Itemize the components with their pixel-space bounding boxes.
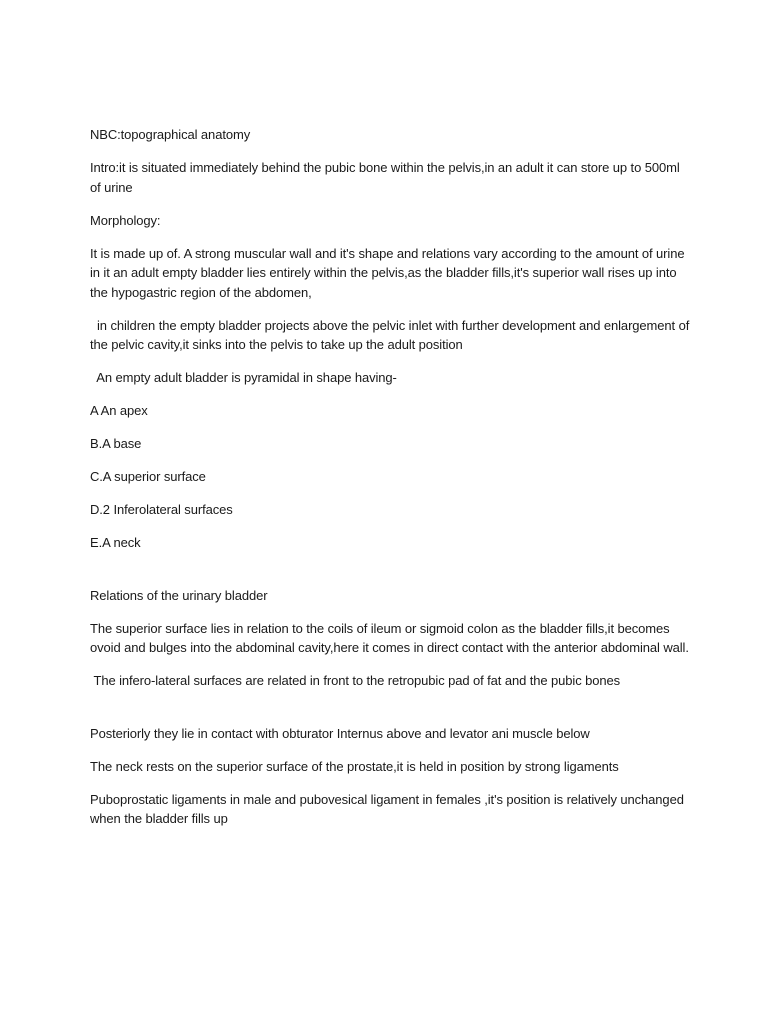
- inferolateral-paragraph: The infero-lateral surfaces are related in front to the retropubic pad of fat and the pubic bones: [90, 673, 621, 688]
- superior-surface-paragraph: The superior surface lies in relation to the coils of ileum or sigmoid colon as the bladder fills,it becomes ovoid and bulges into the abdominal cavity,here it comes in direct contact with the anterior abdominal wall.: [90, 620, 689, 655]
- neck-paragraph: The neck rests on the superior surface of the prostate,it is held in position by strong ligaments: [90, 758, 619, 774]
- posterior-paragraph: Posteriorly they lie in contact with obturator Internus above and levator ani muscle below: [90, 725, 590, 741]
- list-item-base: B.A base: [90, 436, 142, 451]
- document-heading: NBC:topographical anatomy: [90, 127, 251, 142]
- intro-paragraph: Intro:it is situated immediately behind the pubic bone within the pelvis,in an adult it can store up to 500ml of urine: [90, 160, 680, 195]
- shape-paragraph: An empty adult bladder is pyramidal in shape having-: [90, 370, 397, 385]
- list-item-neck: E.A neck: [90, 535, 141, 550]
- morphology-paragraph: It is made up of. A strong muscular wall and it's shape and relations vary according to the amount of urine in it an adult empty bladder lies entirely within the pelvis,as the bladder fills,it's superior wall rises up into the hypogastric region of the abdomen,: [90, 245, 685, 300]
- children-paragraph: in children the empty bladder projects above the pelvic inlet with further development and enlargement of the pelvic cavity,it sinks into the pelvis to take up the adult position: [90, 317, 690, 352]
- list-item-inferolateral-surfaces: D.2 Inferolateral surfaces: [90, 502, 233, 517]
- document-body: [90, 125, 690, 842]
- relations-heading: Relations of the urinary bladder: [90, 587, 268, 603]
- morphology-heading: Morphology:: [90, 212, 161, 228]
- ligaments-paragraph: Puboprostatic ligaments in male and pubovesical ligament in females ,it's position is relatively unchanged when the bladder fills up: [90, 791, 684, 826]
- list-item-apex: A An apex: [90, 403, 148, 418]
- list-item-superior-surface: C.A superior surface: [90, 469, 206, 484]
